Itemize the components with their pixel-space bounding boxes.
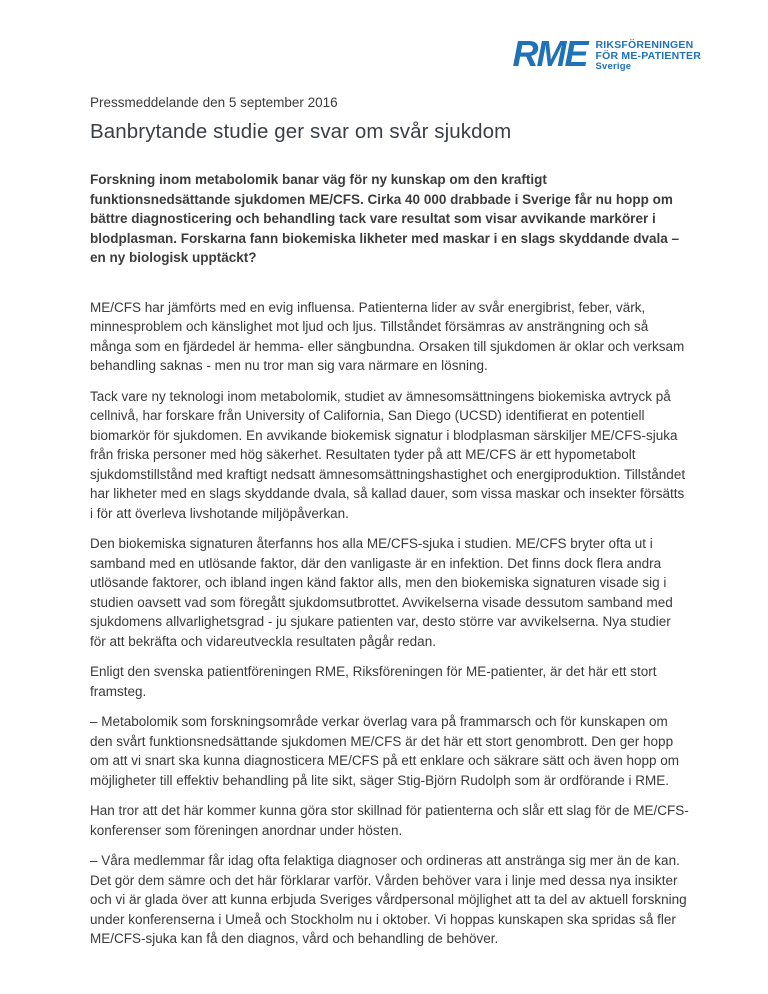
rme-logo-line3: Sverige bbox=[595, 61, 632, 72]
rme-logo-line1: RIKSFÖRENINGEN bbox=[595, 39, 694, 51]
body-paragraph-6: Han tror att det här kommer kunna göra stor skillnad för patienterna och slår ett slag för de ME/CFS-konferenser som föreningen anordnar under hösten. bbox=[90, 803, 689, 838]
rme-logo-acronym: RME bbox=[512, 33, 587, 74]
document-body bbox=[90, 93, 690, 960]
body-paragraph-3: Den biokemiska signaturen återfanns hos alla ME/CFS-sjuka i studien. ME/CFS bryter ofta ut i samband med en utlösande faktor, där den vanligaste är en infektion. Det finns dock flera andra utlösande faktorer, och ibland ingen känd faktor alls, men den biokemiska signaturen visade sig i studien oavsett vad som föregått sjukdomsutbrottet. Avvikelserna visade dessutom samband med sjukdomens allvarlighetsgrad - ju sjukare patienten var, desto större var avvikelserna. Nya studier för att bekräfta och vidareutveckla resultaten pågår redan. bbox=[90, 536, 673, 649]
page-title: Banbrytande studie ger svar om svår sjukdom bbox=[90, 120, 512, 143]
rme-logo-line2: FÖR ME-PATIENTER bbox=[595, 49, 701, 62]
dateline: Pressmeddelande den 5 september 2016 bbox=[90, 95, 338, 110]
rme-logo-text-block bbox=[596, 37, 701, 72]
body-paragraph-4: Enligt den svenska patientföreningen RME, Riksföreningen för ME-patienter, är det här ett stort framsteg. bbox=[90, 664, 657, 699]
body-paragraph-1: ME/CFS har jämförts med en evig influensa. Patienterna lider av svår energibrist, feber, värk, minnesproblem och känslighet mot ljud och ljus. Tillståndet försämras av ansträngning och så många som en fjärdedel är hemma- eller sängbundna. Orsaken till sjukdomen är oklar och verksam behandling saknas - men nu tror man sig vara närmare en lösning. bbox=[90, 299, 685, 373]
rme-logo bbox=[512, 33, 701, 74]
lead-paragraph: Forskning inom metabolomik banar väg för ny kunskap om den kraftigt funktionsnedsättande sjukdomen ME/CFS. Cirka 40 000 drabbade i Sverige får nu hopp om bättre diagnosticering och behandling tack vare resultat som visar avvikande markörer i blodplasman. Forskarna fann biokemiska likheter med maskar i en slags skyddande dvala – en ny biologisk upptäckt? bbox=[90, 172, 679, 265]
body-paragraph-7: – Våra medlemmar får idag ofta felaktiga diagnoser och ordineras att anstränga sig mer än de kan. Det gör dem sämre och det här förklarar varför. Vården behöver vara i linje med dessa nya insikter och vi är glada över att kunna erbjuda Sveriges vårdpersonal möjlighet att ta del av aktuell forskning under konferenserna i Umeå och Stockholm nu i oktober. Vi hoppas kunskapen ska spridas så fler ME/CFS-sjuka kan få den diagnos, vård och behandling de behöver. bbox=[90, 853, 687, 946]
body-paragraph-2: Tack vare ny teknologi inom metabolomik, studiet av ämnesomsättningens biokemiska avtryck på cellnivå, har forskare från University of California, San Diego (UCSD) identifierat en potentiell biomarkör för sjukdomen. En avvikande biokemisk signatur i blodplasman särskiljer ME/CFS-sjuka från friska personer med hög säkerhet. Resultaten tyder på att ME/CFS är ett hypometabolt sjukdomstillstånd med kraftigt nedsatt ämnesomsättningshastighet och energiproduktion. Tillståndet har likheter med en slags skyddande dvala, så kallad dauer, som vissa maskar och insekter försätts i för att överleva livshotande miljöpåverkan. bbox=[90, 388, 686, 521]
body-paragraph-5: – Metabolomik som forskningsområde verkar överlag vara på frammarsch och för kunskapen om den svårt funktionsnedsättande sjukdomen ME/CFS är det här ett stort genombrott. Den ger hopp om att vi snart ska kunna diagnosticera ME/CFS på ett enklare och säkrare sätt och även hopp om möjligheter till effektiv behandling på lite sikt, säger Stig-Björn Rudolph som är ordförande i RME. bbox=[90, 714, 680, 788]
